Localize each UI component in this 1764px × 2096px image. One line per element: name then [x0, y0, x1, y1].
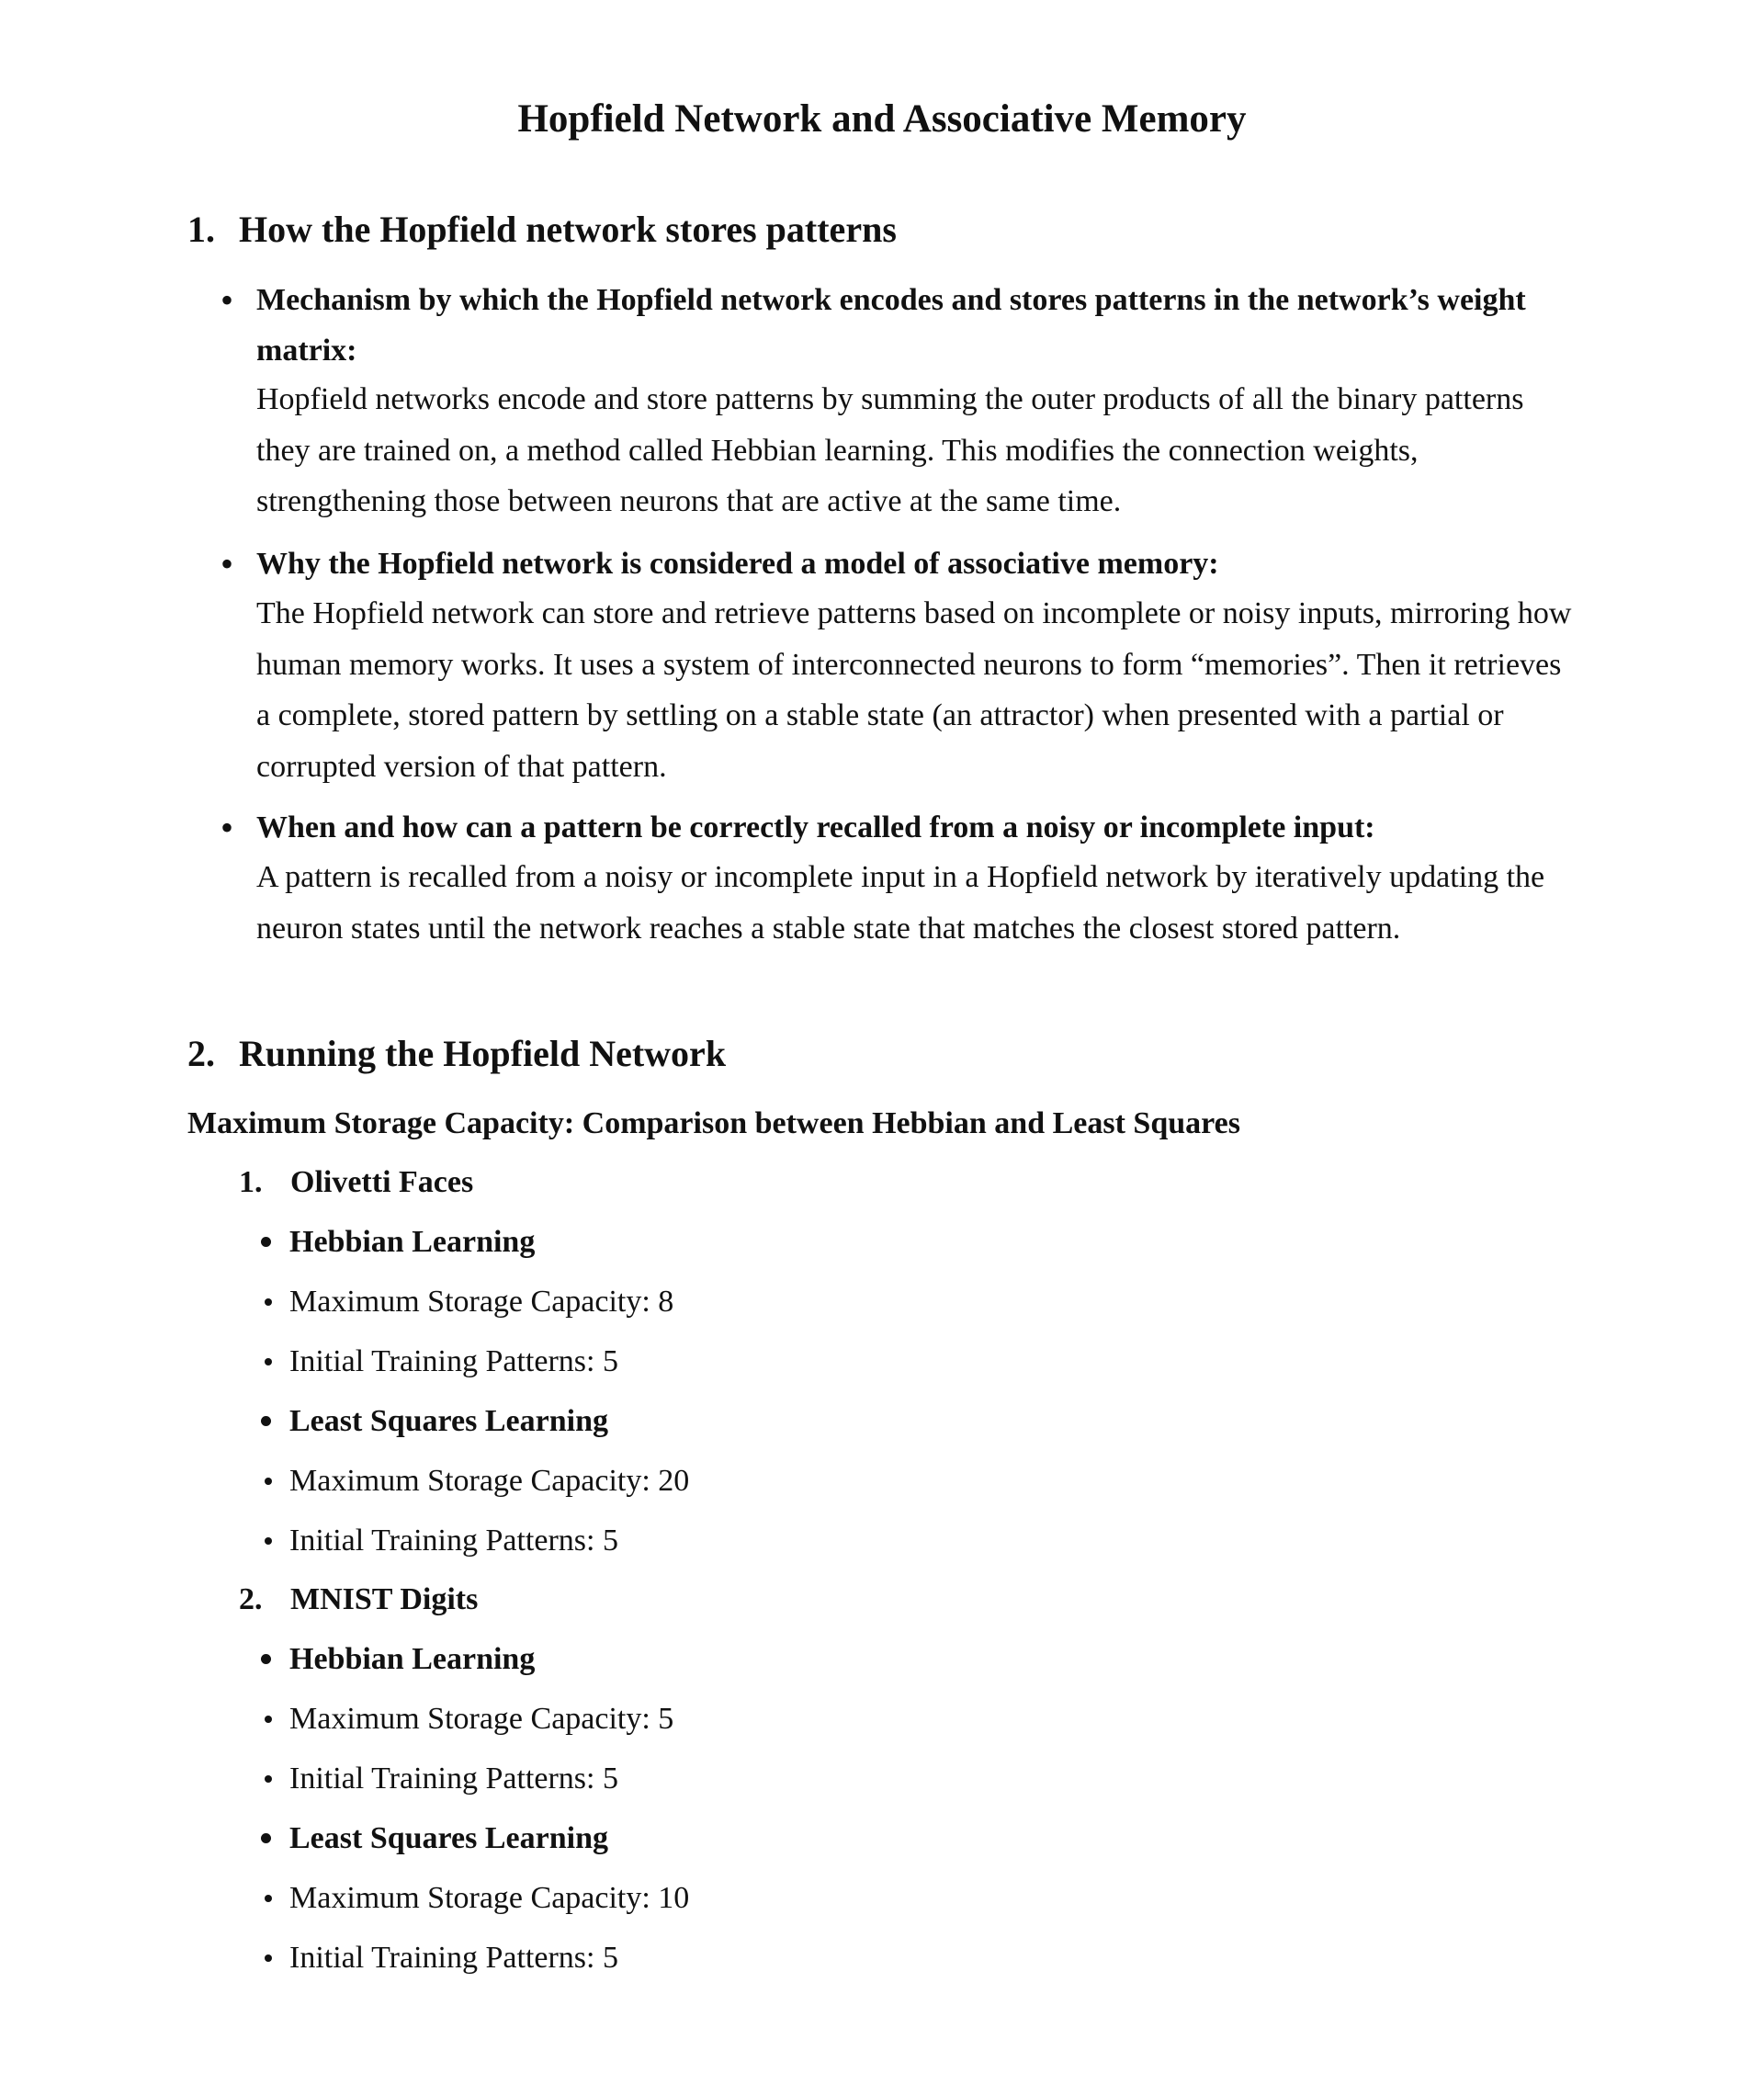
capacity-text: Maximum Storage Capacity: 10	[289, 1881, 690, 1915]
section-1-heading	[187, 204, 897, 255]
section-2-number: 2.	[187, 1033, 215, 1074]
section-1-number: 1.	[187, 209, 215, 250]
bullet-icon	[265, 1358, 272, 1365]
bullet-icon	[261, 1237, 271, 1247]
method-name: Hebbian Learning	[289, 1225, 536, 1259]
section-1-heading-text: How the Hopfield network stores patterns	[239, 209, 897, 250]
bullet-icon	[261, 1416, 271, 1426]
bullet-icon	[265, 1716, 272, 1723]
initial-patterns-text: Initial Training Patterns: 5	[289, 1524, 618, 1558]
section-2-heading-text: Running the Hopfield Network	[239, 1033, 727, 1074]
dataset-2-name: MNIST Digits	[290, 1582, 479, 1616]
capacity-text: Maximum Storage Capacity: 20	[289, 1464, 690, 1498]
bullet-icon	[265, 1954, 272, 1962]
dataset-2-heading	[239, 1577, 478, 1623]
initial-patterns-text: Initial Training Patterns: 5	[289, 1344, 618, 1378]
bullet-icon	[261, 1833, 271, 1843]
bullet-icon	[265, 1478, 272, 1485]
page-title: Hopfield Network and Associative Memory	[517, 97, 1247, 141]
initial-patterns-text: Initial Training Patterns: 5	[289, 1762, 618, 1796]
answer-1: Hopfield networks encode and store patterns by summing the outer products of all the binary patterns they are trained on, a method called Hebbian learning. This modifies the connection weights, strengthening those between neurons that are active at the same time.	[256, 382, 1524, 518]
method-name: Least Squares Learning	[289, 1404, 608, 1438]
section-2-heading	[187, 1028, 726, 1080]
dataset-1-name: Olivetti Faces	[290, 1165, 474, 1199]
bullet-icon	[265, 1895, 272, 1902]
capacity-text: Maximum Storage Capacity: 5	[289, 1702, 674, 1736]
comparison-subtitle: Maximum Storage Capacity: Comparison between Hebbian and Least Squares	[187, 1106, 1240, 1140]
bullet-icon: •	[220, 807, 234, 848]
dataset-1-heading	[239, 1160, 473, 1206]
initial-patterns-text: Initial Training Patterns: 5	[289, 1941, 618, 1975]
bullet-icon: •	[220, 279, 234, 321]
method-name: Hebbian Learning	[289, 1642, 536, 1676]
question-1: Mechanism by which the Hopfield network encodes and stores patterns in the network’s weight matrix:	[256, 283, 1526, 368]
answer-3: A pattern is recalled from a noisy or incomplete input in a Hopfield network by iteratively updating the neuron states until the network reaches a stable state that matches the closest stored pattern.	[256, 860, 1545, 946]
question-3: When and how can a pattern be correctly recalled from a noisy or incomplete input:	[256, 810, 1375, 844]
bullet-icon: •	[220, 543, 234, 584]
bullet-icon	[265, 1775, 272, 1783]
bullet-icon	[265, 1298, 272, 1306]
question-2: Why the Hopfield network is considered a model of associative memory:	[256, 547, 1219, 581]
method-name: Least Squares Learning	[289, 1821, 608, 1855]
bullet-icon	[265, 1537, 272, 1545]
bullet-icon	[261, 1654, 271, 1664]
dataset-1-number: 1.	[239, 1165, 263, 1199]
capacity-text: Maximum Storage Capacity: 8	[289, 1285, 674, 1319]
dataset-2-number: 2.	[239, 1582, 263, 1616]
answer-2: The Hopfield network can store and retrieve patterns based on incomplete or noisy inputs, mirroring how human memory works. It uses a system of interconnected neurons to form “memories”. Then it retrieves a complete, stored pattern by settling on a stable state (an attractor) when presented with a partial or corrupted version of that pattern.	[256, 596, 1572, 784]
